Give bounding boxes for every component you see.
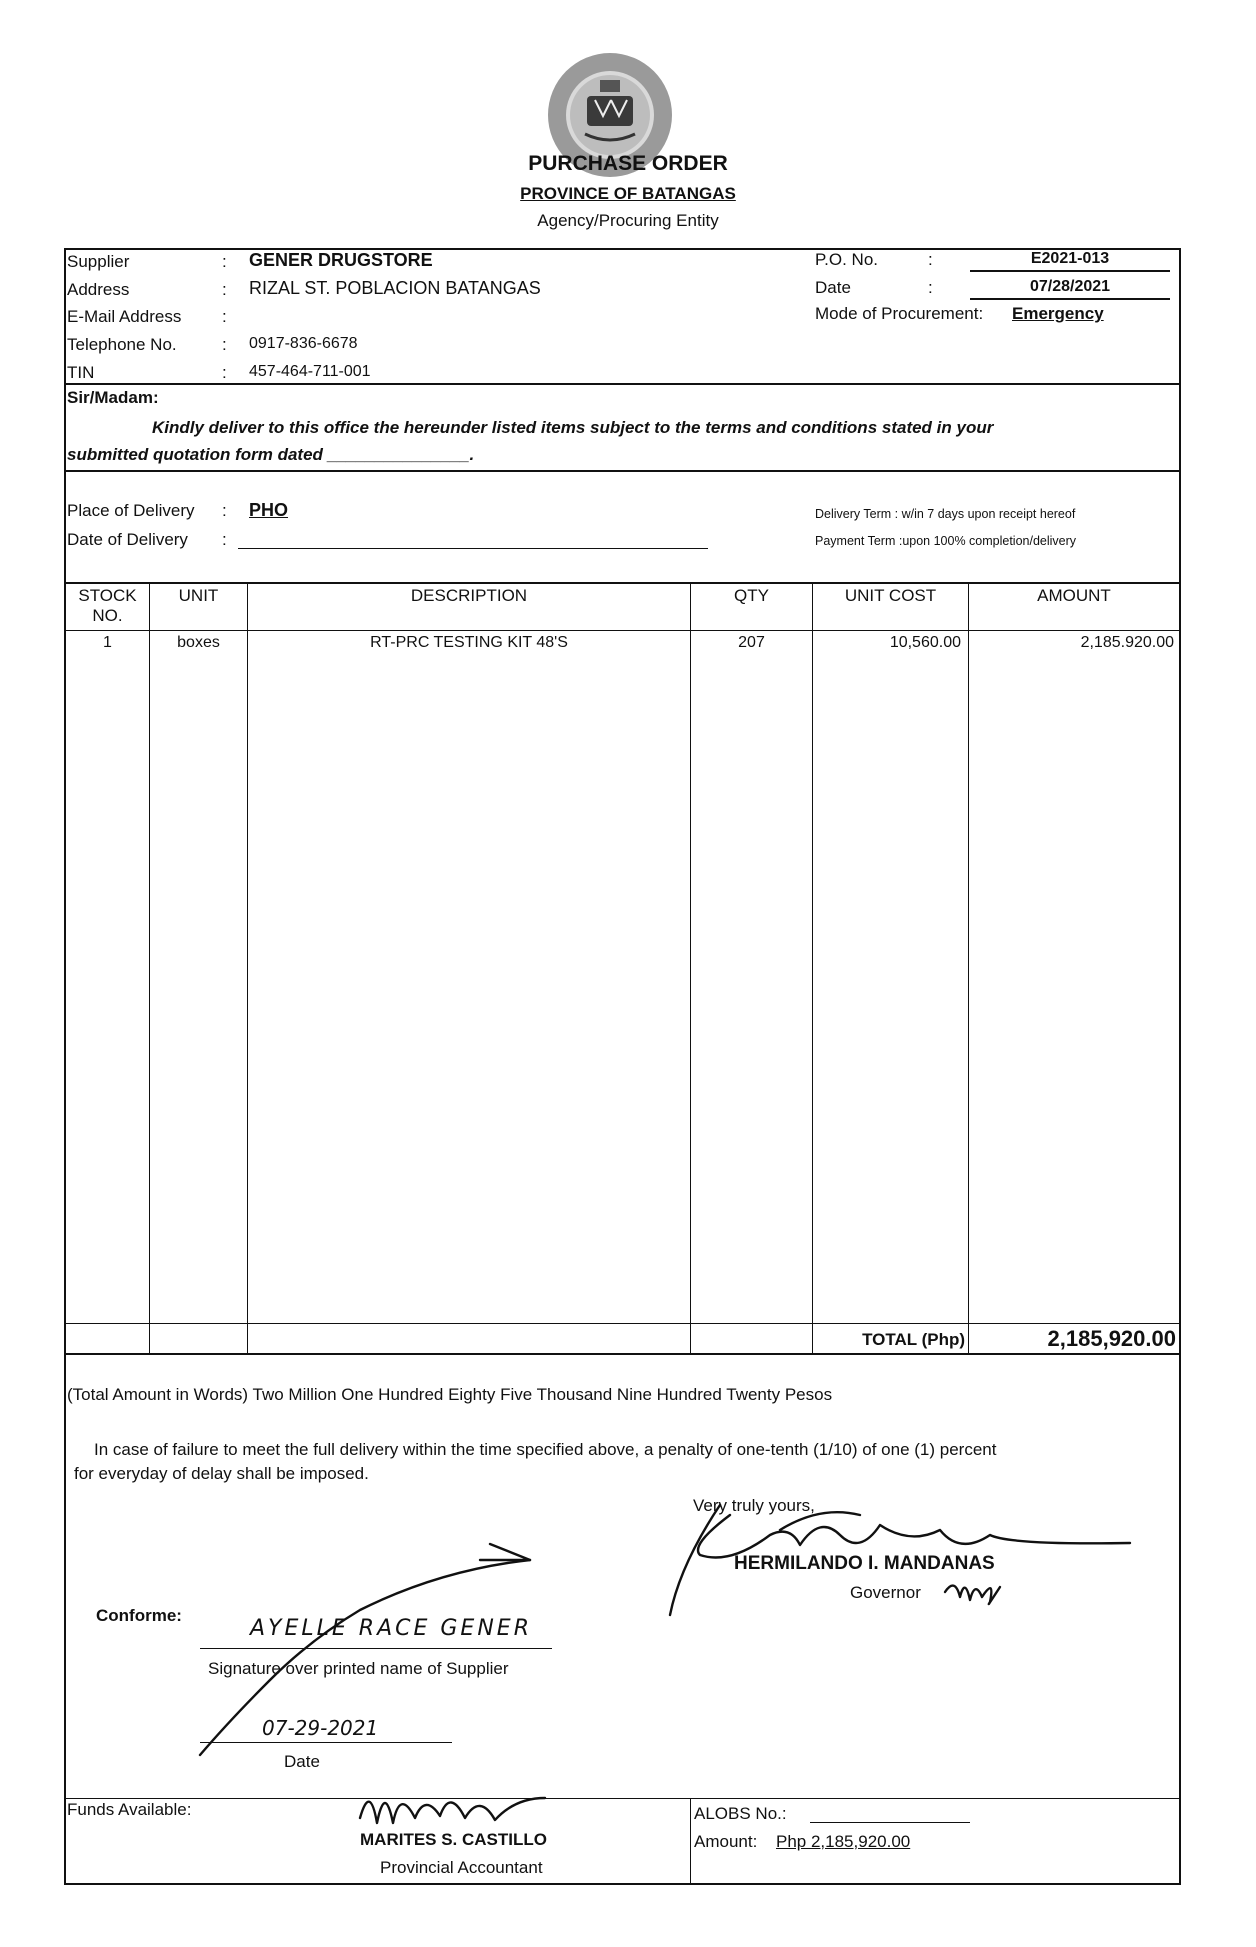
address-label: Address xyxy=(67,280,130,299)
col-description: DESCRIPTION xyxy=(410,586,528,605)
entity-label: Agency/Procuring Entity xyxy=(537,211,719,230)
funds-available-label: Funds Available: xyxy=(67,1800,192,1819)
mode-label: Mode of Procurement: xyxy=(815,304,984,323)
supplier-label: Supplier xyxy=(67,252,130,271)
date-delivery-label: Date of Delivery xyxy=(67,530,188,549)
supplier-handwritten-name: AYELLE RACE GENER xyxy=(250,1616,532,1641)
col-stock-no: STOCK NO. xyxy=(78,586,137,625)
divider xyxy=(64,582,1181,584)
conforme-label: Conforme: xyxy=(96,1606,182,1625)
po-no-label: P.O. No. xyxy=(815,250,878,269)
date-delivery-line xyxy=(238,548,708,549)
initials-mark xyxy=(940,1572,1010,1612)
payment-term-value: upon 100% completion/delivery xyxy=(902,534,1077,548)
col-qty: QTY xyxy=(734,586,769,605)
divider xyxy=(64,630,1181,631)
divider xyxy=(64,1323,1181,1324)
po-number: E2021-013 xyxy=(970,250,1170,272)
row-unit-cost: 10,560.00 xyxy=(889,634,961,651)
divider xyxy=(64,383,1181,385)
accountant-title: Provincial Accountant xyxy=(380,1858,543,1877)
instruction-line2: submitted quotation form dated _______________. xyxy=(67,445,475,464)
row-qty: 207 xyxy=(738,634,765,651)
date-caption: Date xyxy=(284,1752,320,1771)
entity-name: PROVINCE OF BATANGAS xyxy=(520,184,736,203)
place-delivery-label: Place of Delivery xyxy=(67,501,195,520)
delivery-term-value: w/in 7 days upon receipt hereof xyxy=(901,507,1076,521)
address-value: RIZAL ST. POBLACION BATANGAS xyxy=(249,278,541,298)
mode-value: Emergency xyxy=(1012,304,1104,323)
salutation: Sir/Madam: xyxy=(67,388,159,407)
supplier-name: GENER DRUGSTORE xyxy=(249,250,433,270)
payment-term-label: Payment Term xyxy=(815,534,896,548)
divider xyxy=(64,470,1181,472)
amount-in-words: (Total Amount in Words) Two Million One Hundred Eighty Five Thousand Nine Hundred Twenty Pesos xyxy=(67,1385,833,1404)
row-amount: 2,185.920.00 xyxy=(1080,634,1174,651)
row-unit: boxes xyxy=(177,634,220,651)
col-unit-cost: UNIT COST xyxy=(844,586,937,605)
email-label: E-Mail Address xyxy=(67,307,182,326)
instruction-line1: Kindly deliver to this office the hereunder listed items subject to the terms and conditions stated in your xyxy=(152,418,994,437)
alobs-label: ALOBS No.: xyxy=(694,1804,787,1823)
tin-value: 457-464-711-001 xyxy=(249,363,371,380)
governor-title: Governor xyxy=(850,1583,921,1602)
amount-value: Php 2,185,920.00 xyxy=(776,1832,911,1851)
total-value: 2,185,920.00 xyxy=(1047,1326,1176,1351)
accountant-name: MARITES S. CASTILLO xyxy=(360,1830,547,1849)
po-date: 07/28/2021 xyxy=(970,278,1170,300)
telephone-value: 0917-836-6678 xyxy=(249,335,358,352)
telephone-label: Telephone No. xyxy=(67,335,177,354)
conforme-handwritten-date: 07-29-2021 xyxy=(262,1716,379,1740)
supplier-signature-caption: Signature over printed name of Supplier xyxy=(208,1659,509,1678)
row-stock-no: 1 xyxy=(103,634,112,651)
total-label: TOTAL (Php) xyxy=(862,1330,965,1349)
row-description: RT-PRC TESTING KIT 48'S xyxy=(370,634,568,651)
place-delivery-value: PHO xyxy=(249,500,289,520)
col-amount: AMOUNT xyxy=(1037,586,1111,605)
tin-label: TIN xyxy=(67,363,95,382)
closing: Very truly yours, xyxy=(693,1496,815,1515)
accountant-signature xyxy=(355,1778,555,1838)
divider xyxy=(64,1798,1181,1799)
governor-name: HERMILANDO I. MANDANAS xyxy=(734,1553,995,1574)
col-unit: UNIT xyxy=(178,586,219,605)
document-title: PURCHASE ORDER xyxy=(528,152,728,175)
penalty-line1: In case of failure to meet the full delivery within the time specified above, a penalty of one-tenth (1/10) of one (1) percent xyxy=(94,1440,997,1459)
date-label: Date xyxy=(815,278,851,297)
penalty-line2: for everyday of delay shall be imposed. xyxy=(74,1464,369,1483)
divider xyxy=(64,1353,1181,1355)
amount-label: Amount: xyxy=(694,1832,758,1851)
delivery-term-label: Delivery Term xyxy=(815,507,892,521)
